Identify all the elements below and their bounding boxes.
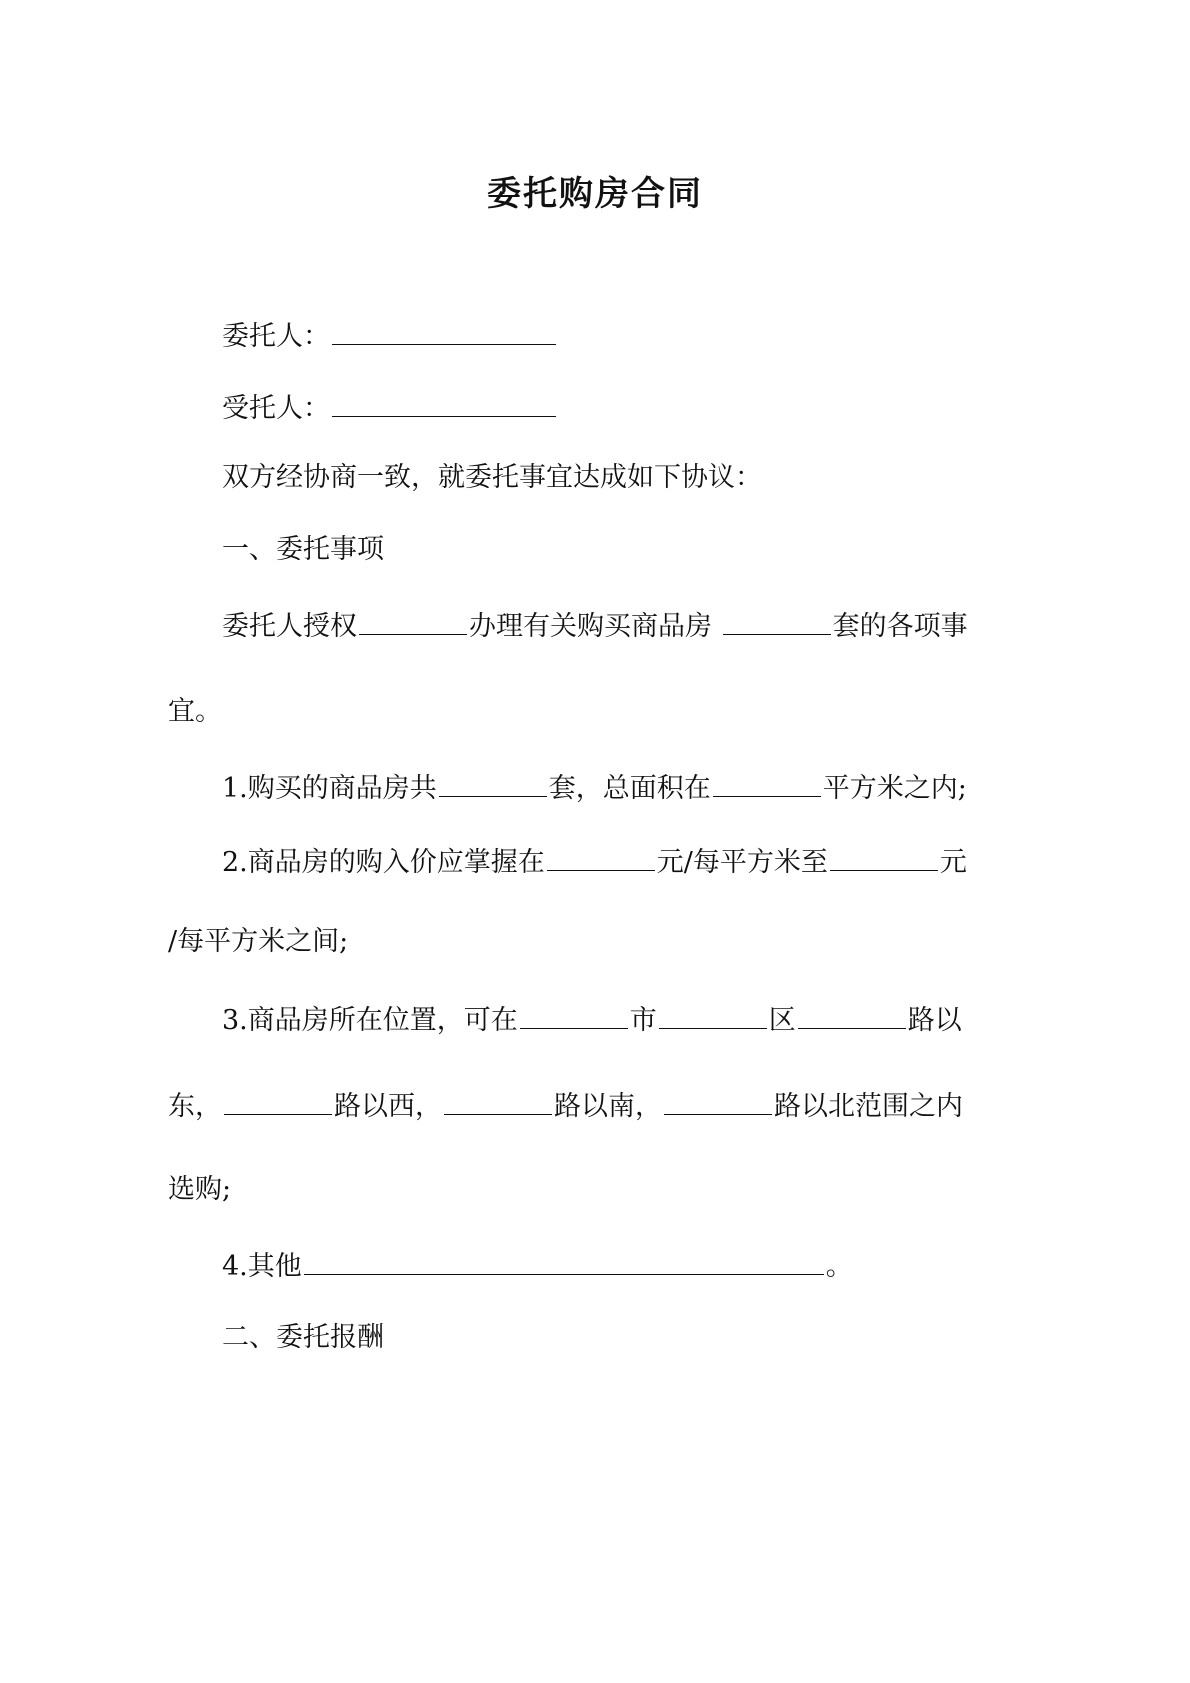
text-segment: 元: [939, 847, 967, 878]
agent-blank[interactable]: [332, 386, 556, 417]
text-segment: 路以北范围之内: [774, 1091, 963, 1122]
intro-paragraph: 双方经协商一致，就委托事宜达成如下协议：: [222, 462, 762, 493]
principal-blank[interactable]: [332, 314, 556, 345]
road-south-blank[interactable]: [444, 1084, 552, 1115]
agent-line: [222, 386, 558, 429]
text-segment: 区: [768, 1005, 796, 1036]
text-segment: 。: [825, 1251, 853, 1282]
units-blank[interactable]: [439, 766, 547, 797]
section1-heading: 一、委托事项: [222, 534, 384, 565]
item3-line1: [222, 998, 962, 1041]
road-east-blank[interactable]: [798, 998, 906, 1029]
house-count-blank[interactable]: [723, 604, 831, 635]
text-segment: 路以: [907, 1005, 962, 1036]
city-blank[interactable]: [520, 998, 628, 1029]
district-blank[interactable]: [659, 998, 767, 1029]
text-segment: 办理有关购买商品房: [469, 611, 712, 642]
item3-line3: 选购;: [168, 1174, 232, 1205]
text-segment: 东，: [168, 1091, 222, 1122]
principal-line: [222, 314, 558, 357]
text-segment: 元/每平方米至: [656, 847, 828, 878]
item2-line1: [222, 840, 967, 883]
text-segment: 委托人授权: [222, 611, 357, 642]
section2-heading: 二、委托报酬: [222, 1322, 384, 1353]
area-blank[interactable]: [713, 766, 821, 797]
principal-label: 委托人：: [222, 321, 330, 352]
text-segment: 4.其他: [222, 1251, 302, 1282]
text-segment: 套的各项事: [832, 611, 968, 642]
price-min-blank[interactable]: [547, 840, 655, 871]
item2-line2: /每平方米之间;: [168, 926, 349, 957]
item1-line: [222, 766, 967, 809]
text-segment: 1.购买的商品房共: [222, 773, 437, 804]
item3-line2: [168, 1084, 963, 1127]
road-north-blank[interactable]: [664, 1084, 772, 1115]
section1-paragraph-line1: [222, 604, 968, 647]
text-segment: 3.商品房所在位置，可在: [222, 1005, 518, 1036]
item4-line: [222, 1244, 853, 1287]
road-west-blank[interactable]: [224, 1084, 332, 1115]
text-segment: 路以南，: [554, 1091, 662, 1122]
text-segment: 平方米之内;: [822, 773, 967, 804]
agent-name-blank[interactable]: [359, 604, 467, 635]
price-max-blank[interactable]: [830, 840, 938, 871]
page-title: 委托购房合同: [487, 174, 703, 214]
section1-paragraph-line2: 宜。: [168, 696, 222, 727]
text-segment: 2.商品房的购入价应掌握在: [222, 847, 545, 878]
text-segment: 市: [629, 1005, 657, 1036]
text-segment: 路以西，: [334, 1091, 442, 1122]
agent-label: 受托人：: [222, 393, 330, 424]
other-blank[interactable]: [304, 1244, 824, 1275]
text-segment: 套，总面积在: [548, 773, 711, 804]
